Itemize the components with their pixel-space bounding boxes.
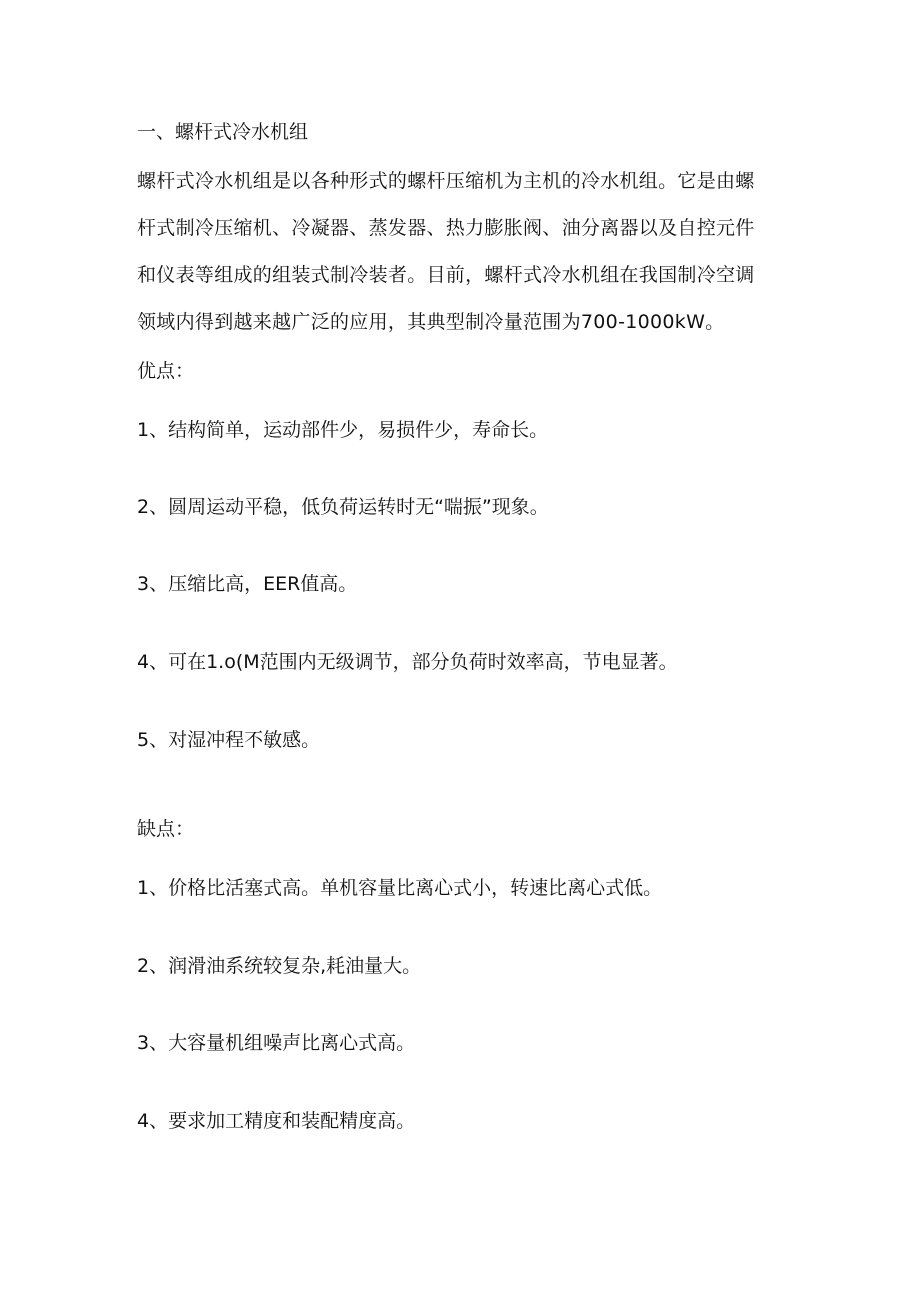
advantage-item: 5、对湿冲程不敏感。 (137, 729, 321, 751)
disadvantage-item: 3、大容量机组噪声比离心式高。 (137, 1032, 416, 1054)
intro-line: 螺杆式冷水机组是以各种形式的螺杆压缩机为主机的冷水机组。它是由螺 (137, 170, 755, 192)
disadvantage-item: 2、润滑油系统较复杂,耗油量大。 (137, 955, 422, 977)
advantage-item: 3、压缩比高，EER值高。 (137, 573, 358, 595)
disadvantage-item: 1、价格比活塞式高。单机容量比离心式小，转速比离心式低。 (137, 877, 663, 899)
intro-line: 杆式制冷压缩机、冷凝器、蒸发器、热力膨胀阀、油分离器以及自控元件 (137, 217, 755, 239)
advantage-item: 2、圆周运动平稳，低负荷运转时无“喘振”现象。 (137, 496, 549, 518)
advantages-title: 优点： (137, 360, 195, 382)
intro-line: 领域内得到越来越广泛的应用，其典型制冷量范围为700-1000kW。 (137, 311, 725, 333)
section-heading: 一、螺杆式冷水机组 (137, 121, 309, 143)
advantage-item: 4、可在1.o(M范围内无级调节，部分负荷时效率高，节电显著。 (137, 651, 678, 673)
disadvantages-title: 缺点： (137, 818, 195, 840)
intro-line: 和仪表等组成的组装式制冷装者。目前，螺杆式冷水机组在我国制冷空调 (137, 264, 755, 286)
disadvantage-item: 4、要求加工精度和装配精度高。 (137, 1110, 416, 1132)
advantage-item: 1、结构简单，运动部件少，易损件少，寿命长。 (137, 419, 549, 441)
